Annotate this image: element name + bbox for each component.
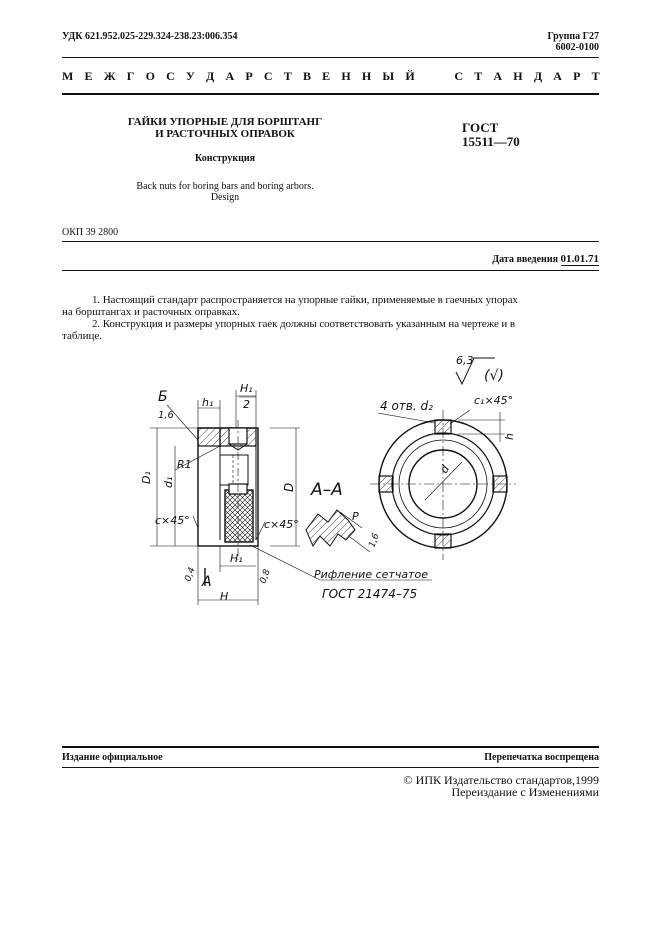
title-ru-line1: ГАЙКИ УПОРНЫЕ ДЛЯ БОРШТАНГ [127,116,323,128]
dim-h1: h₁ [202,396,214,409]
standard-type: М Е Ж Г О С У Д А Р С Т В Е Н Н Ы Й С Т А Н Д А Р Т [62,69,604,83]
dim-D: D [282,482,296,492]
paragraph-2-line2: таблице. [62,330,103,342]
roughness-b: 1,6 [158,410,174,421]
chamfer-left: c×45° [155,514,190,527]
dim-R1: R1 [177,458,192,471]
dim-H1-half-bottom: 2 [243,398,250,411]
dim-H1: H₁ [230,552,243,565]
paragraph-1-line2: на борштангах и расточных оправках. [62,306,241,318]
knurl-note-2: ГОСТ 21474–75 [322,587,418,601]
gost-number: 15511—70 [462,134,520,149]
dim-d: d [437,462,453,476]
chamfer-c1: c₁×45° [474,394,514,407]
dim-d1: d₁ [162,476,175,488]
dim-H: H [220,590,229,603]
gost-label: ГОСТ [462,120,499,135]
dim-08: 0,8 [258,568,273,586]
paragraph-1-line1: 1. Настоящий стандарт распространяется на упорные гайки, применяемые в гаечных упорах [92,294,518,306]
footer-rule [62,746,599,748]
title-en-line1: Back nuts for boring bars and boring arbors. [136,181,314,192]
dim-H1-half-top: H₁ [240,382,253,395]
copyright: © ИПК Издательство стандартов,1999 [403,773,599,787]
holes-note: 4 отв. d₂ [380,399,433,413]
dim-04: 0,4 [183,566,198,584]
okp-code: ОКП 39 2800 [62,227,119,238]
roughness-value: 6,3 [456,354,474,367]
group-label: Группа Г27 [547,31,599,42]
edition-label: Издание официальное [62,752,163,763]
title-subtitle: Конструкция [194,153,256,164]
dim-D1: D₁ [140,471,153,484]
knurl-section [306,510,370,552]
footer-rule-2 [62,767,599,768]
title-ru-line2: И РАСТОЧНЫХ ОПРАВОК [155,128,295,140]
title-en-line2: Design [210,192,240,203]
knurl-pitch: P [352,510,359,523]
front-view [370,410,516,560]
reprint-note: Перепечатка воспрещена [484,752,599,763]
view-arrow-a: A [202,574,212,590]
product-code: 6002-0100 [555,42,599,53]
effective-date-label: Дата введения [492,254,558,265]
knurl-note-1: Рифление сетчатое [314,568,428,581]
section-label: A–A [311,480,343,500]
paragraph-2-line1: 2. Конструкция и размеры упорных гаек должны соответствовать указанным на чертеже и в [92,318,515,330]
effective-date-value: 01.01.71 [560,253,599,265]
roughness-knurl: 1,6 [367,532,382,550]
udk-code: УДК 621.952.025-229.324-238.23:006.354 [62,31,238,42]
chamfer-right: c×45° [264,518,299,531]
view-label-b: Б [158,389,168,405]
dim-h: h [503,433,516,440]
reissue-note: Переиздание с Изменениями [451,785,599,799]
roughness-paren: (√) [484,368,504,384]
drawing-labels [140,354,516,603]
